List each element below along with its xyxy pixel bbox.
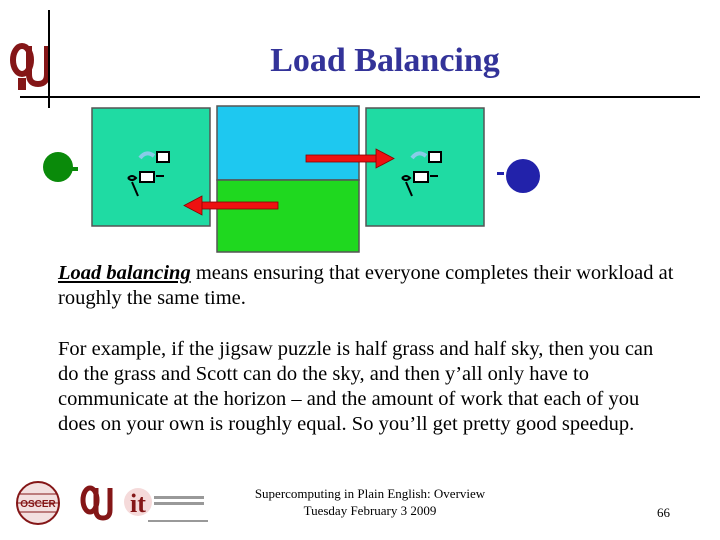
svg-text:OSCER: OSCER xyxy=(20,499,56,510)
ou-small-logo xyxy=(83,488,110,518)
footer-date: Tuesday February 3 2009 xyxy=(303,503,437,518)
title-horizontal-rule xyxy=(20,96,700,98)
puzzle-sky xyxy=(217,106,359,180)
svg-text:it: it xyxy=(130,489,146,518)
it-logo xyxy=(124,488,208,522)
term-load-balancing: Load balancing xyxy=(58,262,191,284)
right-person xyxy=(497,159,540,193)
right-table xyxy=(366,108,484,226)
left-person xyxy=(43,152,78,182)
slide-title: Load Balancing xyxy=(270,42,500,79)
footer-logos xyxy=(14,480,214,526)
footer-course: Supercomputing in Plain English: Overview xyxy=(254,486,486,501)
ou-logo xyxy=(8,38,48,94)
puzzle-grass xyxy=(217,180,359,252)
paragraph-definition xyxy=(58,261,678,311)
footer xyxy=(230,485,510,519)
load-balancing-illustration xyxy=(0,100,720,260)
page-number: 66 xyxy=(657,505,670,520)
definition-text: means ensuring that everyone completes their workload at roughly the same time. xyxy=(58,262,674,309)
paragraph-example: For example, if the jigsaw puzzle is half grass and half sky, then you can do the grass and Scott can do the sky, and then y’all only have to communicate at the horizon – and the amount of work that each of you does on your own is roughly equal. So you’ll get pretty good speedup. xyxy=(58,338,654,435)
oscer-logo xyxy=(17,482,59,524)
